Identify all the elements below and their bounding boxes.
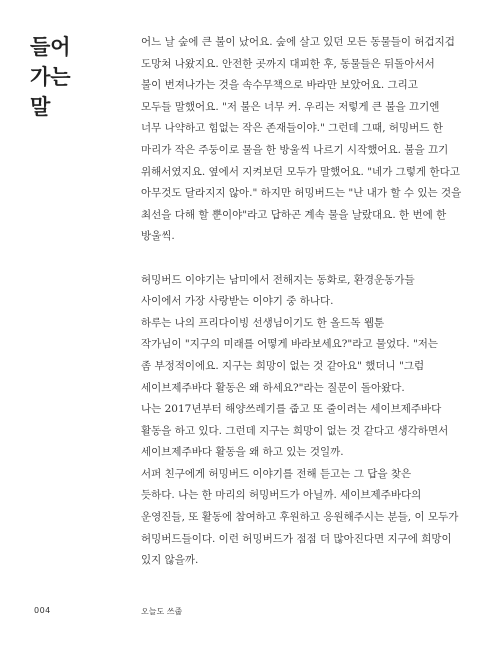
- text-line: 듯하다. 나는 한 마리의 허밍버드가 아닐까. 세이브제주바다의: [141, 489, 422, 502]
- paragraph-4: [141, 399, 471, 464]
- text-line: 허밍버드들이다. 이런 허밍버드가 점점 더 많아진다면 지구에 희망이: [141, 532, 452, 545]
- running-book-title: 오늘도 쓰줍: [141, 607, 183, 616]
- text-line: 서퍼 친구에게 허밍버드 이야기를 전해 듣고는 그 답을 찾은: [141, 467, 412, 480]
- text-line: 허밍버드 이야기는 남미에서 전해지는 동화로, 환경운동가들: [141, 273, 415, 286]
- text-line: 어느 날 숲에 큰 불이 났어요. 숲에 살고 있던 모든 동물들이 허겁지겁: [141, 36, 455, 48]
- chapter-title-line-3: 말: [30, 94, 51, 119]
- page-number: 004: [34, 606, 51, 615]
- text-line: 위해서였지요. 옆에서 지켜보던 모두가 말했어요. "네가 그렇게 한다고: [141, 165, 460, 178]
- text-line: 모두들 말했어요. "저 불은 너무 커. 우리는 저렇게 큰 불을 끄기엔: [141, 100, 440, 113]
- body-text: [141, 32, 471, 572]
- chapter-title-line-1: 들어: [30, 34, 71, 59]
- text-line: 도망쳐 나왔지요. 안전한 곳까지 대피한 후, 동물들은 뒤돌아서서: [141, 57, 435, 70]
- text-line: 불이 번져나가는 것을 속수무책으로 바라만 보았어요. 그리고: [141, 79, 418, 92]
- text-line: 사이에서 가장 사랑받는 이야기 중 하나다.: [141, 295, 334, 308]
- text-line: 있지 않을까.: [141, 554, 199, 567]
- text-line: 나는 2017년부터 해양쓰레기를 줍고 또 줄이려는 세이브제주바다: [141, 403, 442, 416]
- text-line: 아무것도 달라지지 않아." 하지만 허밍버드는 "난 내가 할 수 있는 것을: [141, 187, 462, 200]
- text-line: 하루는 나의 프리다이빙 선생님이기도 한 올드독 웹툰: [141, 316, 385, 329]
- text-line: 세이브제주바다 활동을 왜 하고 있는 것일까.: [141, 446, 344, 459]
- text-line: 최선을 다해 할 뿐이야"라고 답하곤 계속 물을 날랐대요. 한 번에 한: [141, 208, 447, 221]
- text-line: 방울씩.: [141, 230, 175, 243]
- paragraph-3: [141, 313, 471, 399]
- chapter-title-line-2: 가는: [30, 64, 71, 89]
- text-line: 마리가 작은 주둥이로 물을 한 방울씩 나르기 시작했어요. 불을 끄기: [141, 143, 449, 156]
- paragraph-2: [141, 270, 471, 313]
- paragraph-1: [141, 32, 471, 248]
- text-line: 세이브제주바다 활동은 왜 하세요?"라는 질문이 돌아왔다.: [141, 381, 405, 394]
- text-line: 너무 나약하고 힘없는 작은 존재들이야." 그런데 그때, 허밍버드 한: [141, 122, 443, 135]
- text-line: 좀 부정적이에요. 지구는 희망이 없는 것 같아요" 했더니 "그럼: [141, 359, 425, 372]
- text-line: 운영진들, 또 활동에 참여하고 후원하고 응원해주시는 분들, 이 모두가: [141, 511, 459, 524]
- chapter-title: [30, 32, 110, 122]
- paragraph-5: [141, 464, 471, 572]
- text-line: 작가님이 "지구의 미래를 어떻게 바라보세요?"라고 물었다. "저는: [141, 338, 439, 351]
- text-line: 활동을 하고 있다. 그런데 지구는 희망이 없는 것 같다고 생각하면서: [141, 424, 449, 437]
